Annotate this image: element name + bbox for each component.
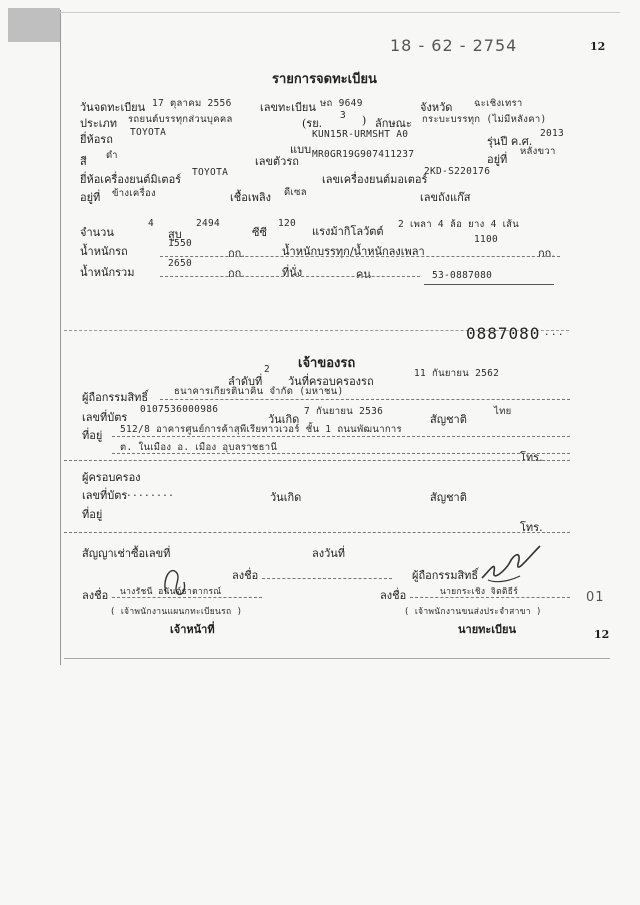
engine-brand-label: ยี่ห้อเครื่องยนต์มิเตอร์ <box>80 173 182 186</box>
chassis-loc: หลังขวา <box>520 146 556 157</box>
p-tel-label: โทร. <box>520 521 543 534</box>
contract-label: สัญญาเช่าซื้อเลขที่ <box>82 547 171 560</box>
model-label: แบบ <box>290 143 312 156</box>
reg-date: 17 ตุลาคม 2556 <box>152 98 232 109</box>
holder: ธนาคารเกียรตินาคิน จำกัด (มหาชน) <box>174 386 344 397</box>
nation: ไทย <box>494 406 512 417</box>
color-label: สี <box>80 155 87 168</box>
owner-serial: 0887080 <box>466 324 541 343</box>
weight-label: น้ำหนักรถ <box>80 245 128 258</box>
engine-loc-label: อยู่ที่ <box>80 191 101 204</box>
style-label: ลักษณะ <box>375 117 412 130</box>
owner-sep <box>64 460 570 461</box>
rs-close: ) <box>362 114 367 127</box>
brand: TOYOTA <box>130 127 167 138</box>
registration-title: รายการจดทะเบียน <box>272 72 377 87</box>
possess-date: 11 กันยายน 2562 <box>414 368 500 379</box>
plate: ษถ 9649 <box>320 98 363 109</box>
total-label: น้ำหนักรวม <box>80 266 135 279</box>
hp-label: แรงม้ากิโลวัตต์ <box>312 225 384 238</box>
page-number-top: 12 <box>590 40 606 53</box>
holder-line <box>160 399 570 400</box>
kg-2: กก. <box>538 247 555 260</box>
possess-label: วันที่ครอบครองรถ <box>288 375 374 388</box>
form-no: 53-0887080 <box>432 270 493 281</box>
owner-title: เจ้าของรถ <box>298 356 356 371</box>
birth-label: วันเกิด <box>268 413 300 426</box>
id-no: 0107536000986 <box>140 404 219 415</box>
p-id-no: ........ <box>126 488 175 499</box>
engine-no: 2KD-S220176 <box>424 166 491 177</box>
count: 4 <box>148 218 155 229</box>
scan-edge-line <box>60 10 61 665</box>
cc-label: ซีซี <box>252 226 267 239</box>
officer-name: นางรัชนี อนันต์ธาดากรณ์ <box>120 587 222 597</box>
addr-label: ที่อยู่ <box>82 429 103 442</box>
brand-label: ยี่ห้อรถ <box>80 133 113 146</box>
seats-label: ที่นั่ง <box>282 266 303 279</box>
holder-label: ผู้ถือกรรมสิทธิ์ <box>82 391 149 404</box>
type-label: ประเภท <box>80 117 118 130</box>
officer-sign-label: ลงชื่อ <box>82 589 109 602</box>
engine-loc: ข้างเครื่อง <box>112 188 156 199</box>
kg-3: กก. <box>228 267 245 280</box>
model: KUN15R-URMSHT A0 <box>312 129 409 140</box>
scan-edge <box>8 8 60 42</box>
province-label: จังหวัด <box>420 101 453 114</box>
registrar-line <box>410 597 570 598</box>
officer-line <box>112 597 262 598</box>
possessor-label: ผู้ครอบครอง <box>82 471 141 484</box>
addr-line-1 <box>112 436 570 437</box>
sign-line <box>262 578 392 579</box>
year: 2013 <box>540 128 565 139</box>
count-label: จำนวน <box>80 226 114 239</box>
sign-label: ลงชื่อ <box>232 569 259 582</box>
form-no-underline <box>424 284 554 285</box>
rs-label: (รย. <box>302 117 323 130</box>
handwritten-number: 18 - 62 - 2754 <box>390 36 518 55</box>
page-number-bottom: 12 <box>594 628 610 641</box>
color: ดำ <box>106 150 118 161</box>
registrar-paren: ( เจ้าพนักงานขนส่งประจำสาขา ) <box>404 607 542 617</box>
fuel-label: เชื้อเพลิง <box>230 191 271 204</box>
contract-date-label: ลงวันที่ <box>312 547 346 560</box>
nation-label: สัญชาติ <box>430 413 467 426</box>
registrar-name: นายกระเชิง จิตติธีร์ <box>440 587 519 597</box>
chassis-loc-label: อยู่ที่ <box>487 153 508 166</box>
scan-edge-top <box>60 12 620 13</box>
axles: 2 เพลา 4 ล้อ ยาง 4 เส้น <box>398 219 520 230</box>
addr-2: ต. ในเมือง อ. เมือง อุบลราชธานี <box>120 442 278 453</box>
addr-line-2 <box>112 453 570 454</box>
side-mark: 01 <box>586 590 605 605</box>
row9-line <box>160 276 420 277</box>
holder-signature <box>476 540 546 588</box>
addr-1: 512/8 อาคารศูนย์การค้าสุพีเรียทาวเวอร์ ชั้น 1 ถนนพัฒนาการ <box>120 424 402 435</box>
owner-serial-dots: · · · <box>545 328 563 341</box>
registrar-sign-label: ลงชื่อ <box>380 589 407 602</box>
rs-value: 3 <box>340 110 347 121</box>
cyl-label: สูบ <box>168 228 182 241</box>
chassis-label: เลขตัวรถ <box>255 155 299 168</box>
p-addr-label: ที่อยู่ <box>82 508 103 521</box>
load-label: น้ำหนักบรรทุก/น้ำหนักลงเพลา <box>282 245 425 258</box>
seats-unit: คน <box>356 268 371 281</box>
order: 2 <box>264 364 271 375</box>
reg-date-label: วันจดทะเบียน <box>80 101 146 114</box>
weight: 1550 <box>168 238 193 249</box>
birth: 7 กันยายน 2536 <box>304 406 384 417</box>
p-nation-label: สัญชาติ <box>430 491 467 504</box>
p-id-label: เลขที่บัตร <box>82 489 128 502</box>
bottom-border <box>64 658 610 659</box>
cyl: 2494 <box>196 218 221 229</box>
load: 1100 <box>474 234 499 245</box>
p-birth-label: วันเกิด <box>270 491 302 504</box>
type: รถยนต์บรรทุกส่วนบุคคล <box>128 114 233 125</box>
year-label: รุ่นปี ค.ศ. <box>487 135 533 148</box>
engine-brand: TOYOTA <box>192 167 229 178</box>
id-label: เลขที่บัตร <box>82 411 128 424</box>
total: 2650 <box>168 258 193 269</box>
engine-no-label: เลขเครื่องยนต์มอเตอร์ <box>322 173 428 186</box>
plate-label: เลขทะเบียน <box>260 101 316 114</box>
officer-paren: ( เจ้าพนักงานแผนกทะเบียนรถ ) <box>110 607 243 617</box>
fuel: ดีเซล <box>284 187 307 198</box>
officer-role: เจ้าหน้าที่ <box>170 623 215 636</box>
cc: 120 <box>278 218 297 229</box>
kg-1: กก. <box>228 247 245 260</box>
province: ฉะเชิงเทรา <box>474 98 523 109</box>
registrar-role: นายทะเบียน <box>458 623 517 636</box>
order-label: ลำดับที่ <box>228 375 263 388</box>
holder-sign-label: ผู้ถือกรรมสิทธิ์ <box>412 569 479 582</box>
gas-label: เลขถังแก๊ส <box>420 191 471 204</box>
row8-line <box>160 256 560 257</box>
chassis: MR0GR19G907411237 <box>312 149 415 160</box>
style: กระบะบรรทุก (ไม่มีหลังคา) <box>422 114 547 125</box>
possessor-sep <box>64 532 570 533</box>
tel-label: โทร. <box>520 451 543 464</box>
